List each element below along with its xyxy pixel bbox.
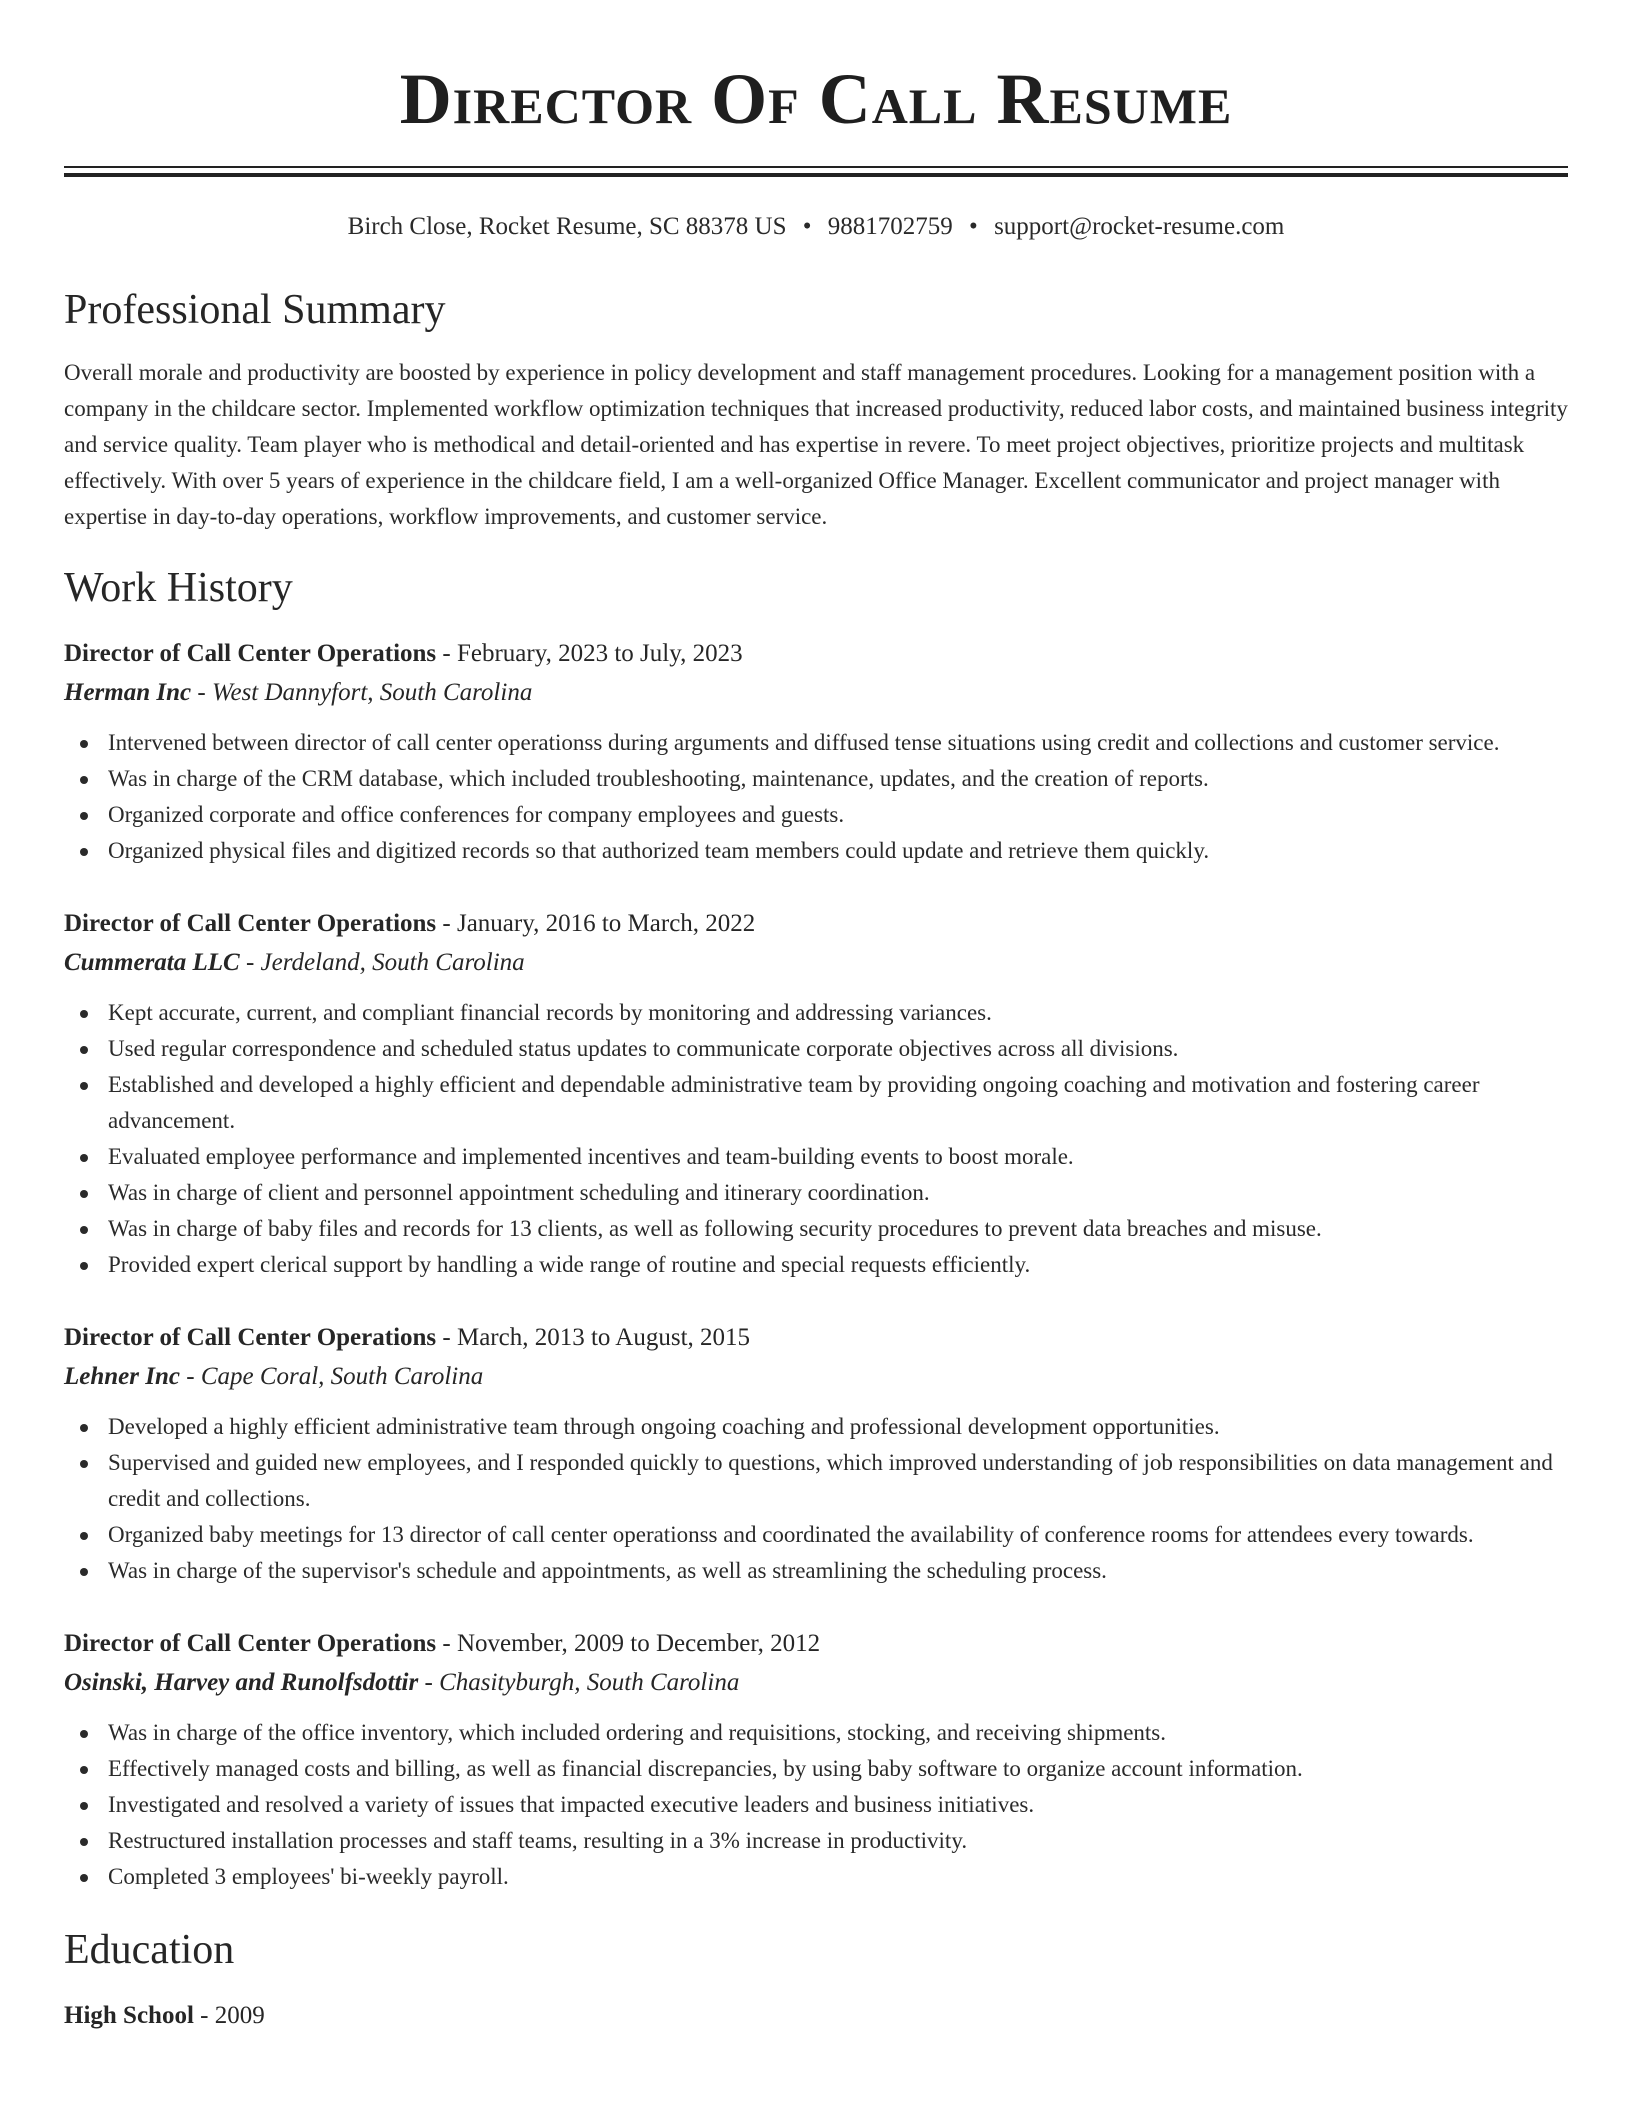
job-entry: [64, 1319, 1568, 1589]
job-bullet-text: Organized physical files and digitized records so that authorized team members could update and retrieve them quickly.: [108, 838, 1210, 863]
title-double-rule: [64, 166, 1568, 177]
bullet-dot-icon: [80, 1424, 88, 1432]
job-bullet: [64, 833, 1568, 869]
job-header: [64, 1319, 1568, 1357]
bullet-dot-icon: [80, 1262, 88, 1270]
job-bullet: [64, 1067, 1568, 1139]
job-bullet: [64, 1751, 1568, 1787]
job-dash: -: [436, 640, 457, 667]
job-header: [64, 905, 1568, 943]
education-year: 2009: [214, 2002, 265, 2029]
job-dash: -: [418, 1669, 440, 1696]
bullet-dot-icon: [80, 1082, 88, 1090]
job-bullet: [64, 1031, 1568, 1067]
job-company: Osinski, Harvey and Runolfsdottir: [64, 1669, 419, 1696]
bullet-dot-icon: [80, 1460, 88, 1468]
bullet-dot-icon: [80, 1874, 88, 1882]
job-employer: [64, 1663, 1568, 1703]
job-bullet-text: Supervised and guided new employees, and I responded quickly to questions, which improved understanding of job responsibilities on data management and credit and collections.: [108, 1450, 1553, 1511]
job-dates: January, 2016 to March, 2022: [456, 910, 756, 937]
job-bullet: [64, 1859, 1568, 1895]
job-bullet: [64, 1517, 1568, 1553]
job-employer: [64, 673, 1568, 713]
job-dates: March, 2013 to August, 2015: [456, 1324, 751, 1351]
job-location: Cape Coral, South Carolina: [200, 1363, 484, 1390]
contact-email: support@rocket-resume.com: [994, 213, 1285, 240]
education-degree: High School: [64, 2002, 194, 2029]
job-dash: -: [436, 1630, 457, 1657]
bullet-dot-icon: [80, 740, 88, 748]
bullet-dot-icon: [80, 1532, 88, 1540]
job-company: Lehner Inc: [64, 1363, 180, 1390]
job-bullet-text: Effectively managed costs and billing, as well as financial discrepancies, by using baby software to organize account information.: [108, 1756, 1303, 1781]
job-header: [64, 635, 1568, 673]
job-bullet: [64, 1445, 1568, 1517]
contact-separator-bullet: •: [802, 213, 812, 240]
job-title: Director of Call Center Operations: [64, 1630, 437, 1657]
bullet-dot-icon: [80, 1154, 88, 1162]
job-bullet-text: Investigated and resolved a variety of issues that impacted executive leaders and business initiatives.: [108, 1792, 1035, 1817]
job-company: Herman Inc: [64, 679, 192, 706]
job-entry: [64, 905, 1568, 1283]
job-bullet-list: [64, 725, 1568, 869]
job-bullet-text: Established and developed a highly efficient and dependable administrative team by providing ongoing coaching and motivation and fostering career advancement.: [108, 1072, 1480, 1133]
bullet-dot-icon: [80, 1838, 88, 1846]
job-title: Director of Call Center Operations: [64, 910, 437, 937]
education-entry: [64, 1997, 1568, 2035]
job-bullet-text: Restructured installation processes and staff teams, resulting in a 3% increase in productivity.: [108, 1828, 968, 1853]
job-bullet-text: Provided expert clerical support by handling a wide range of routine and special requests efficiently.: [108, 1252, 1031, 1277]
contact-line: [64, 211, 1568, 243]
bullet-dot-icon: [80, 1226, 88, 1234]
contact-address: Birch Close, Rocket Resume, SC 88378 US: [347, 213, 787, 240]
contact-separator-bullet: •: [969, 213, 978, 240]
job-entry: [64, 635, 1568, 869]
job-bullet: [64, 1715, 1568, 1751]
job-location: Jerdeland, South Carolina: [260, 949, 525, 976]
job-entry: [64, 1625, 1568, 1895]
job-dash: -: [191, 679, 212, 706]
bullet-dot-icon: [80, 812, 88, 820]
job-bullet-text: Organized corporate and office conferences for company employees and guests.: [108, 802, 845, 827]
bullet-dot-icon: [80, 1046, 88, 1054]
job-bullet-text: Intervened between director of call center operationss during arguments and diffused tense situations using credit and collections and customer service.: [108, 730, 1500, 755]
contact-phone: 9881702759: [827, 213, 953, 240]
job-company: Cummerata LLC: [64, 949, 240, 976]
job-bullet: [64, 725, 1568, 761]
job-bullet: [64, 995, 1568, 1031]
resume-page: [64, 0, 1568, 2035]
job-bullet: [64, 1175, 1568, 1211]
job-employer: [64, 943, 1568, 983]
resume-title: Director Of Call Resume: [399, 59, 1233, 139]
bullet-dot-icon: [80, 1010, 88, 1018]
job-header: [64, 1625, 1568, 1663]
job-bullet: [64, 1211, 1568, 1247]
bullet-dot-icon: [80, 776, 88, 784]
job-bullet-list: [64, 995, 1568, 1283]
job-dates: February, 2023 to July, 2023: [456, 640, 743, 667]
job-bullet-text: Developed a highly efficient administrative team through ongoing coaching and professional development opportunities.: [108, 1414, 1220, 1439]
bullet-dot-icon: [80, 1568, 88, 1576]
job-employer: [64, 1357, 1568, 1397]
job-dash: -: [436, 1324, 457, 1351]
job-bullet: [64, 1553, 1568, 1589]
job-bullet-text: Was in charge of the CRM database, which included troubleshooting, maintenance, updates, and the creation of reports.: [108, 766, 1209, 791]
job-bullet: [64, 761, 1568, 797]
job-dash: -: [436, 910, 457, 937]
job-bullet-list: [64, 1715, 1568, 1895]
job-bullet-text: Was in charge of baby files and records for 13 clients, as well as following security procedures to prevent data breaches and misuse.: [108, 1216, 1322, 1241]
job-dash: -: [239, 949, 261, 976]
bullet-dot-icon: [80, 1802, 88, 1810]
job-bullet-text: Kept accurate, current, and compliant financial records by monitoring and addressing variances.: [108, 1000, 992, 1025]
job-bullet-text: Evaluated employee performance and implemented incentives and team-building events to boost morale.: [108, 1144, 1074, 1169]
job-location: West Dannyfort, South Carolina: [211, 679, 533, 706]
job-bullet: [64, 1823, 1568, 1859]
education-dash: -: [193, 2002, 215, 2029]
job-bullet-text: Was in charge of the supervisor's schedule and appointments, as well as streamlining the scheduling process.: [108, 1558, 1107, 1583]
job-dash: -: [179, 1363, 201, 1390]
job-bullet: [64, 1409, 1568, 1445]
bullet-dot-icon: [80, 1766, 88, 1774]
bullet-dot-icon: [80, 1190, 88, 1198]
job-bullet-text: Organized baby meetings for 13 director of call center operationss and coordinated the availability of conference rooms for attendees every towards.: [108, 1522, 1474, 1547]
job-bullet-list: [64, 1409, 1568, 1589]
job-bullet: [64, 1247, 1568, 1283]
job-bullet: [64, 797, 1568, 833]
bullet-dot-icon: [80, 848, 88, 856]
summary-heading: Professional Summary: [64, 287, 446, 333]
job-bullet-text: Was in charge of the office inventory, which included ordering and requisitions, stocking, and receiving shipments.: [108, 1720, 1167, 1745]
job-location: Chasityburgh, South Carolina: [439, 1669, 740, 1696]
job-dates: November, 2009 to December, 2012: [456, 1630, 821, 1657]
job-title: Director of Call Center Operations: [64, 640, 437, 667]
bullet-dot-icon: [80, 1730, 88, 1738]
job-bullet: [64, 1139, 1568, 1175]
education-heading: Education: [64, 1927, 235, 1973]
job-bullet: [64, 1787, 1568, 1823]
job-bullet-text: Was in charge of client and personnel appointment scheduling and itinerary coordination.: [108, 1180, 930, 1205]
job-bullet-text: Used regular correspondence and scheduled status updates to communicate corporate objectives across all divisions.: [108, 1036, 1179, 1061]
job-title: Director of Call Center Operations: [64, 1324, 437, 1351]
summary-text: Overall morale and productivity are boosted by experience in policy development and staff management procedures. Looking for a management position with a company in the childcare sector. Implemented workflow optimization techniques that increased productivity, reduced labor costs, and maintained business integrity and service quality. Team player who is methodical and detail-oriented and has expertise in revere. To meet project objectives, prioritize projects and multitask effectively. With over 5 years of experience in the childcare field, I am a well-organized Office Manager. Excellent communicator and project manager with expertise in day-to-day operations, workflow improvements, and customer service.: [64, 360, 1568, 529]
work-history-heading: Work History: [64, 565, 293, 611]
job-bullet-text: Completed 3 employees' bi-weekly payroll.: [108, 1864, 509, 1889]
